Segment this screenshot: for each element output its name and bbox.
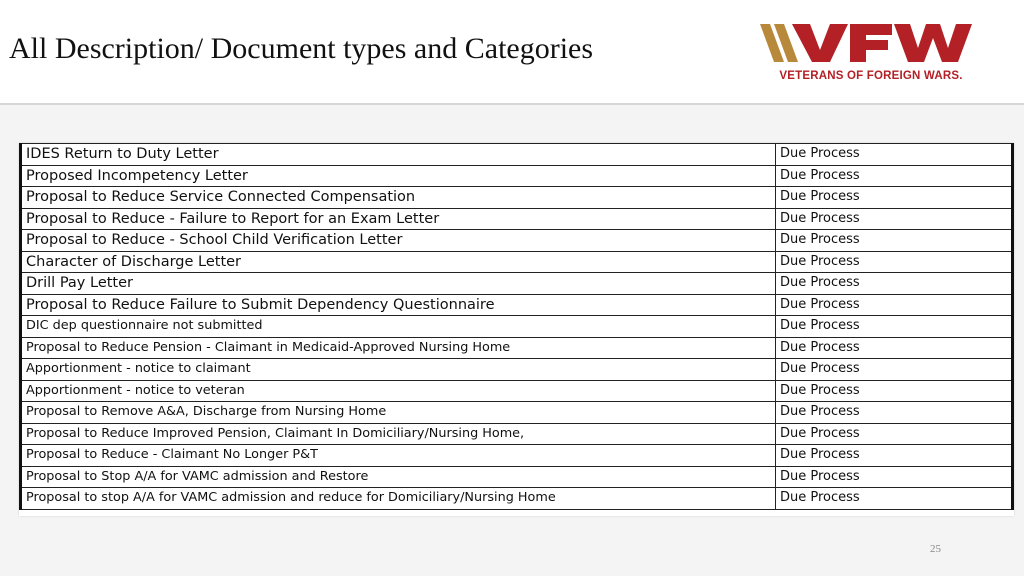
table-row <box>21 402 1013 424</box>
category-cell: Due Process <box>776 423 1013 445</box>
table-row <box>21 187 1013 209</box>
description-cell: Apportionment - notice to claimant <box>21 359 776 381</box>
vfw-logo <box>758 20 984 86</box>
table-row <box>21 316 1013 338</box>
category-cell: Due Process <box>776 187 1013 209</box>
category-cell: Due Process <box>776 380 1013 402</box>
slide-title: All Description/ Document types and Categories <box>9 32 594 65</box>
description-cell: Proposal to Reduce Improved Pension, Claimant In Domiciliary/Nursing Home, <box>21 423 776 445</box>
slide-header <box>0 0 1024 105</box>
category-cell: Due Process <box>776 359 1013 381</box>
description-cell: IDES Return to Duty Letter <box>21 144 776 166</box>
table-row <box>21 144 1013 166</box>
category-cell: Due Process <box>776 445 1013 467</box>
table-row <box>21 445 1013 467</box>
description-cell: Proposal to Reduce - School Child Verification Letter <box>21 230 776 252</box>
table-row <box>21 273 1013 295</box>
description-cell: Character of Discharge Letter <box>21 251 776 273</box>
category-cell: Due Process <box>776 316 1013 338</box>
document-types-table <box>19 143 1014 516</box>
vfw-logo-mark <box>758 20 984 68</box>
category-cell: Due Process <box>776 337 1013 359</box>
description-cell: Proposal to Remove A&A, Discharge from Nursing Home <box>21 402 776 424</box>
table-row <box>21 488 1013 510</box>
table-row <box>21 230 1013 252</box>
table-row <box>21 423 1013 445</box>
category-cell: Due Process <box>776 466 1013 488</box>
description-cell: Proposal to Stop A/A for VAMC admission and Restore <box>21 466 776 488</box>
category-cell: Due Process <box>776 230 1013 252</box>
description-cell: Proposed Incompetency Letter <box>21 165 776 187</box>
table-row <box>21 359 1013 381</box>
description-cell: Proposal to stop A/A for VAMC admission and reduce for Domiciliary/Nursing Home <box>21 488 776 510</box>
table-row <box>21 337 1013 359</box>
table-row <box>21 380 1013 402</box>
description-cell: DIC dep questionnaire not submitted <box>21 316 776 338</box>
description-cell: Proposal to Reduce - Claimant No Longer P&T <box>21 445 776 467</box>
description-cell: Proposal to Reduce - Failure to Report for an Exam Letter <box>21 208 776 230</box>
description-cell: Proposal to Reduce Failure to Submit Dependency Questionnaire <box>21 294 776 316</box>
description-cell: Drill Pay Letter <box>21 273 776 295</box>
vfw-logo-tagline: VETERANS OF FOREIGN WARS. <box>779 70 963 82</box>
category-cell: Due Process <box>776 144 1013 166</box>
category-cell: Due Process <box>776 488 1013 510</box>
description-cell: Proposal to Reduce Service Connected Compensation <box>21 187 776 209</box>
table-row <box>21 165 1013 187</box>
table-row <box>21 251 1013 273</box>
category-cell: Due Process <box>776 402 1013 424</box>
table-row <box>21 466 1013 488</box>
category-cell: Due Process <box>776 208 1013 230</box>
description-cell: Apportionment - notice to veteran <box>21 380 776 402</box>
category-cell: Due Process <box>776 251 1013 273</box>
category-cell: Due Process <box>776 273 1013 295</box>
category-cell: Due Process <box>776 165 1013 187</box>
page-number: 25 <box>930 543 941 555</box>
table-row <box>21 294 1013 316</box>
description-cell: Proposal to Reduce Pension - Claimant in Medicaid-Approved Nursing Home <box>21 337 776 359</box>
category-cell: Due Process <box>776 294 1013 316</box>
table-row <box>21 208 1013 230</box>
